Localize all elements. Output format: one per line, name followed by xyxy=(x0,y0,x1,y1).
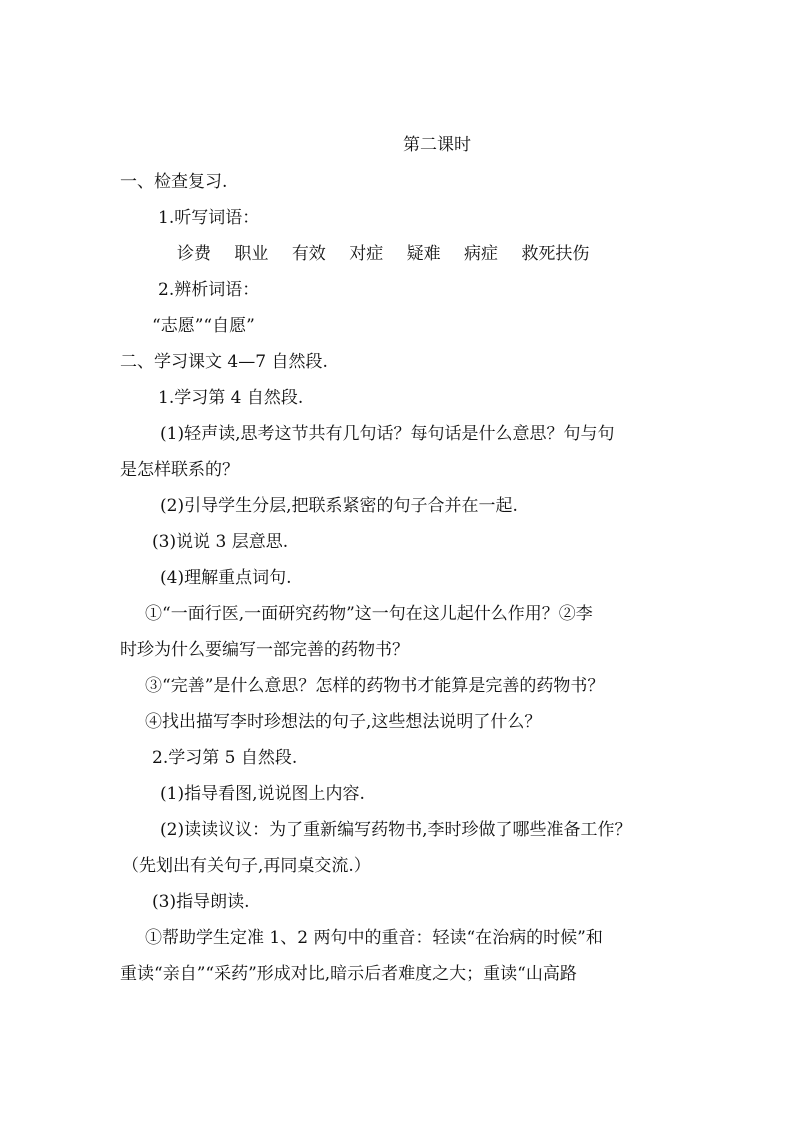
part1-label: 1.学习第 4 自然段. xyxy=(158,388,304,408)
section2-heading: 二、学习课文 4—7 自然段. xyxy=(120,352,328,372)
part2-question1: (1)指导看图,说说图上内容. xyxy=(160,784,365,804)
dictation-word: 诊费 xyxy=(177,244,211,264)
part1-question1-line2: 是怎样联系的？ xyxy=(120,460,239,480)
dictation-word: 对症 xyxy=(349,244,384,264)
part1-q4-c: ④找出描写李时珍想法的句子,这些想法说明了什么？ xyxy=(145,712,542,732)
part1-question1-line1: (1)轻声读,思考这节共有几句话？每句话是什么意思？句与句 xyxy=(160,424,615,444)
dictation-word: 病症 xyxy=(464,244,499,264)
dictation-word-list xyxy=(177,243,589,265)
part1-question4: (4)理解重点词句. xyxy=(160,568,292,588)
dictation-word: 职业 xyxy=(234,244,269,264)
part2-label: 2.学习第 5 自然段. xyxy=(152,748,298,768)
lesson-title: 第二课时 xyxy=(403,135,471,155)
item2-label: 2.辨析词语： xyxy=(158,280,260,300)
item2-content: “志愿”“自愿” xyxy=(152,316,255,336)
part2-q3-a-line2: 重读“亲自”“采药”形成对比,暗示后者难度之大；重读“山高路 xyxy=(120,964,577,984)
part2-question2-line2: （先划出有关句子,再同桌交流.） xyxy=(122,856,371,876)
part1-question3: (3)说说 3 层意思. xyxy=(152,532,289,552)
part1-question2: (2)引导学生分层,把联系紧密的句子合并在一起. xyxy=(160,496,518,516)
part1-q4-b: ③“完善”是什么意思？怎样的药物书才能算是完善的药物书？ xyxy=(145,676,605,696)
part1-q4-a-line1: ①“一面行医,一面研究药物”这一句在这儿起什么作用？②李 xyxy=(145,604,593,624)
dictation-word: 有效 xyxy=(291,244,326,264)
part2-q3-a-line1: ①帮助学生定准 1、2 两句中的重音：轻读“在治病的时候”和 xyxy=(145,928,603,948)
dictation-word: 救死扶伤 xyxy=(521,244,590,264)
section1-heading: 一、检查复习. xyxy=(120,172,228,192)
part2-question3: (3)指导朗读. xyxy=(152,892,250,912)
dictation-word: 疑难 xyxy=(406,244,441,264)
part2-question2-line1: (2)读读议议：为了重新编写药物书,李时珍做了哪些准备工作？ xyxy=(160,820,632,840)
item1-label: 1.听写词语： xyxy=(158,208,260,228)
part1-q4-a-line2: 时珍为什么要编写一部完善的药物书？ xyxy=(120,640,409,660)
